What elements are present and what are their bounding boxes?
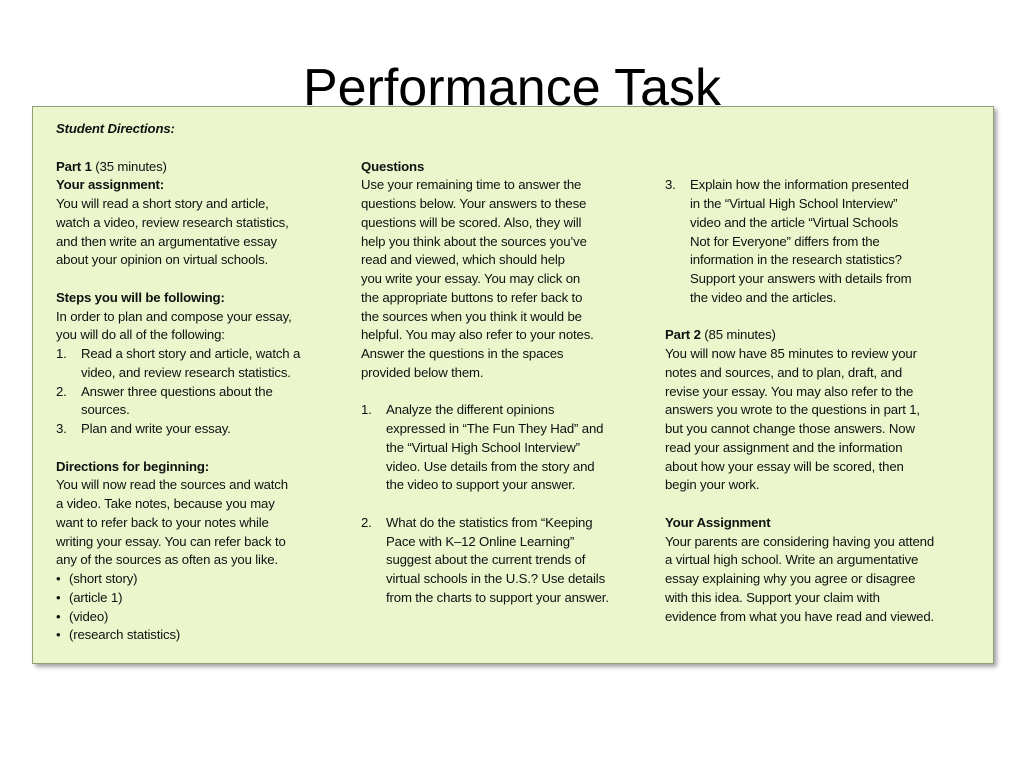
- spacer: [665, 139, 973, 158]
- step-item: [56, 383, 334, 402]
- your-assignment-line: Your parents are considering having you attend: [665, 533, 935, 549]
- assignment-line: You will read a short story and article,: [56, 196, 269, 211]
- slide-title: Performance Task: [302, 59, 722, 117]
- your-assignment-line: a virtual high school. Write an argumentative: [665, 552, 919, 568]
- step-text: Read a short story and article, watch a: [81, 346, 301, 361]
- question-text-cont: virtual schools in the U.S.? Use details: [386, 571, 606, 586]
- assignment-line: and then write an argumentative essay: [56, 233, 277, 249]
- question-text-cont: the video and the articles.: [690, 289, 837, 305]
- assignment-line: about your opinion on virtual schools.: [56, 252, 269, 268]
- questions-intro-line: questions below. Your answers to these: [361, 196, 587, 211]
- question-number: 3.: [665, 177, 676, 193]
- part1-heading: [56, 158, 334, 177]
- bullet-icon: •: [56, 608, 61, 624]
- student-directions-heading: Student Directions:: [56, 121, 175, 136]
- step-item: [56, 420, 334, 439]
- spacer: [56, 270, 334, 289]
- directions-heading: Directions for beginning:: [56, 458, 210, 474]
- column-part2: [665, 120, 973, 626]
- part1-label: Part 1: [56, 158, 92, 174]
- part2-line: answers you wrote to the questions in part 1,: [665, 402, 920, 418]
- directions-line: writing your essay. You can refer back to: [56, 533, 286, 549]
- spacer: [56, 139, 334, 158]
- questions-intro-line: questions will be scored. Also, they will: [361, 214, 582, 230]
- directions-line: any of the sources as often as you like.: [56, 552, 278, 568]
- part2-time: (85 minutes): [700, 327, 776, 343]
- question-text: What do the statistics from “Keeping: [386, 514, 593, 530]
- question-number: 1.: [361, 402, 372, 418]
- part2-label: Part 2: [665, 327, 701, 343]
- source-bullet: [56, 626, 334, 645]
- questions-intro-line: the sources when you think it would be: [361, 308, 582, 324]
- question-text-cont: the video to support your answer.: [386, 477, 576, 493]
- steps-intro-line: you will do all of the following:: [56, 327, 225, 343]
- spacer: [665, 158, 973, 177]
- step-text-cont: sources.: [81, 402, 130, 418]
- question-text: Explain how the information presented: [690, 177, 909, 193]
- spacer: [665, 120, 973, 139]
- spacer: [665, 495, 973, 514]
- source-bullet: [56, 570, 334, 589]
- part2-line: revise your essay. You may also refer to the: [665, 383, 914, 399]
- questions-intro-line: Use your remaining time to answer the: [361, 177, 582, 193]
- assignment-line: watch a video, review research statistics,: [56, 214, 289, 230]
- question-text-cont: Support your answers with details from: [690, 271, 912, 286]
- question-text-cont: video and the article “Virtual Schools: [690, 214, 899, 230]
- question-text-cont: in the “Virtual High School Interview”: [690, 196, 898, 211]
- directions-line: want to refer back to your notes while: [56, 514, 269, 530]
- spacer: [361, 495, 646, 514]
- question-item: [361, 401, 646, 420]
- spacer: [361, 139, 646, 158]
- part2-heading: [665, 326, 973, 345]
- questions-intro-line: read and viewed, which should help: [361, 252, 565, 268]
- questions-intro-line: provided below them.: [361, 364, 484, 380]
- questions-intro-line: Answer the questions in the spaces: [361, 346, 564, 361]
- step-number: 3.: [56, 421, 67, 436]
- questions-intro-line: you write your essay. You may click on: [361, 271, 581, 286]
- source-bullet-text: (video): [69, 608, 109, 624]
- questions-intro-line: helpful. You may also refer to your notes.: [361, 327, 594, 343]
- part2-line: about how your essay will be scored, then: [665, 458, 904, 474]
- part2-line: read your assignment and the information: [665, 439, 903, 455]
- question-text: Analyze the different opinions: [386, 402, 555, 418]
- question-item: [665, 176, 973, 195]
- column-questions: [361, 120, 646, 608]
- step-text-cont: video, and review research statistics.: [81, 364, 291, 380]
- question-text-cont: the “Virtual High School Interview”: [386, 439, 580, 455]
- step-text: Plan and write your essay.: [81, 421, 231, 436]
- step-item: [56, 345, 334, 364]
- source-bullet-text: (short story): [69, 571, 138, 586]
- your-assignment-line: essay explaining why you agree or disagree: [665, 571, 916, 586]
- step-number: 1.: [56, 346, 67, 361]
- source-bullet: [56, 608, 334, 627]
- source-bullet-text: (article 1): [69, 589, 123, 605]
- steps-heading: Steps you will be following:: [56, 289, 225, 305]
- question-text-cont: suggest about the current trends of: [386, 552, 586, 568]
- your-assignment-line: evidence from what you have read and viewed.: [665, 608, 935, 624]
- question-text-cont: video. Use details from the story and: [386, 458, 595, 474]
- directions-line: You will now read the sources and watch: [56, 477, 288, 493]
- your-assignment-line: with this idea. Support your claim with: [665, 589, 880, 605]
- step-number: 2.: [56, 383, 67, 399]
- bullet-icon: •: [56, 627, 61, 643]
- step-text: Answer three questions about the: [81, 383, 273, 399]
- source-bullet-text: (research statistics): [69, 627, 181, 643]
- bullet-icon: •: [56, 571, 61, 586]
- questions-intro-line: the appropriate buttons to refer back to: [361, 289, 583, 305]
- question-text-cont: from the charts to support your answer.: [386, 589, 609, 605]
- question-text-cont: Not for Everyone” differs from the: [690, 233, 880, 249]
- part1-time: (35 minutes): [91, 158, 167, 174]
- spacer: [56, 439, 334, 458]
- question-text-cont: expressed in “The Fun They Had” and: [386, 421, 604, 436]
- question-number: 2.: [361, 514, 372, 530]
- bullet-icon: •: [56, 589, 61, 605]
- question-text-cont: Pace with K–12 Online Learning”: [386, 533, 575, 549]
- spacer: [361, 120, 646, 139]
- directions-line: a video. Take notes, because you may: [56, 496, 275, 511]
- spacer: [361, 383, 646, 402]
- column-student-directions: [56, 120, 334, 645]
- part2-line: notes and sources, and to plan, draft, and: [665, 364, 903, 380]
- assignment-heading: Your assignment:: [56, 177, 164, 193]
- part2-line: begin your work.: [665, 477, 760, 493]
- steps-intro-line: In order to plan and compose your essay,: [56, 308, 292, 324]
- part2-line: but you cannot change those answers. Now: [665, 421, 915, 436]
- question-item: [361, 514, 646, 533]
- source-bullet: [56, 589, 334, 608]
- spacer: [665, 308, 973, 327]
- questions-intro-line: help you think about the sources you’ve: [361, 233, 587, 249]
- question-text-cont: information in the research statistics?: [690, 252, 902, 268]
- part2-line: You will now have 85 minutes to review your: [665, 346, 917, 361]
- questions-heading: Questions: [361, 158, 425, 174]
- your-assignment-heading: Your Assignment: [665, 514, 771, 530]
